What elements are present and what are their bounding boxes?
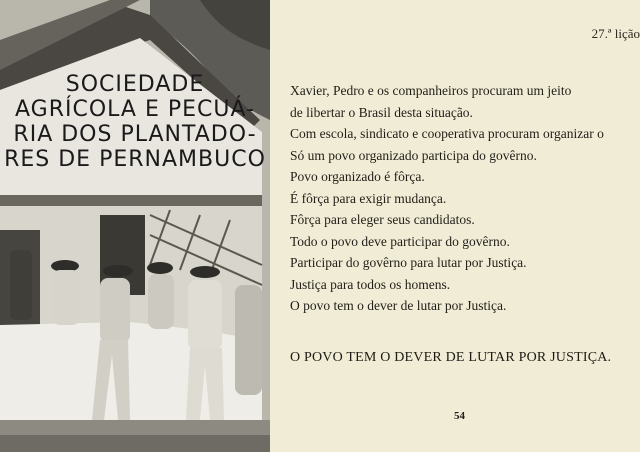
sign-line-4: RES DE PERNAMBUCO: [4, 147, 266, 172]
text-line-10: Justiça para todos os homens.: [290, 276, 451, 292]
text-line-9: Participar do govêrno para lutar por Justiça.: [290, 255, 527, 270]
text-line-8: Todo o povo deve participar do govêrno.: [290, 233, 510, 249]
text-line-6: É fôrça para exigir mudança.: [290, 190, 447, 206]
text-page: [270, 0, 640, 452]
sign-line-2: AGRÍCOLA E PECUÁ-: [15, 97, 255, 122]
text-line-7: Fôrça para eleger seus candidatos.: [290, 212, 475, 227]
text-line-2: de libertar o Brasil desta situação.: [290, 104, 473, 120]
text-line-4: Só um povo organizado participa do govêrno.: [290, 147, 537, 163]
motto: O POVO TEM O DEVER DE LUTAR POR JUSTIÇA.: [290, 350, 612, 365]
text-line-5: Povo organizado é fôrça.: [290, 169, 425, 184]
text-line-3: Com escola, sindicato e cooperativa procuram organizar o: [290, 126, 604, 141]
text-line-1: Xavier, Pedro e os companheiros procuram um jeito: [290, 83, 572, 98]
lesson-label: 27.ª lição: [591, 26, 640, 41]
photograph: [0, 0, 270, 452]
text-line-11: O povo tem o dever de lutar por Justiça.: [290, 298, 507, 313]
page-number: 54: [454, 410, 465, 422]
sign-line-3: RIA DOS PLANTADO-: [13, 122, 257, 147]
lesson-text: [290, 80, 640, 317]
sign-line-1: SOCIEDADE: [65, 72, 205, 97]
sign-text: [0, 72, 270, 172]
photo-scene: [0, 0, 270, 452]
